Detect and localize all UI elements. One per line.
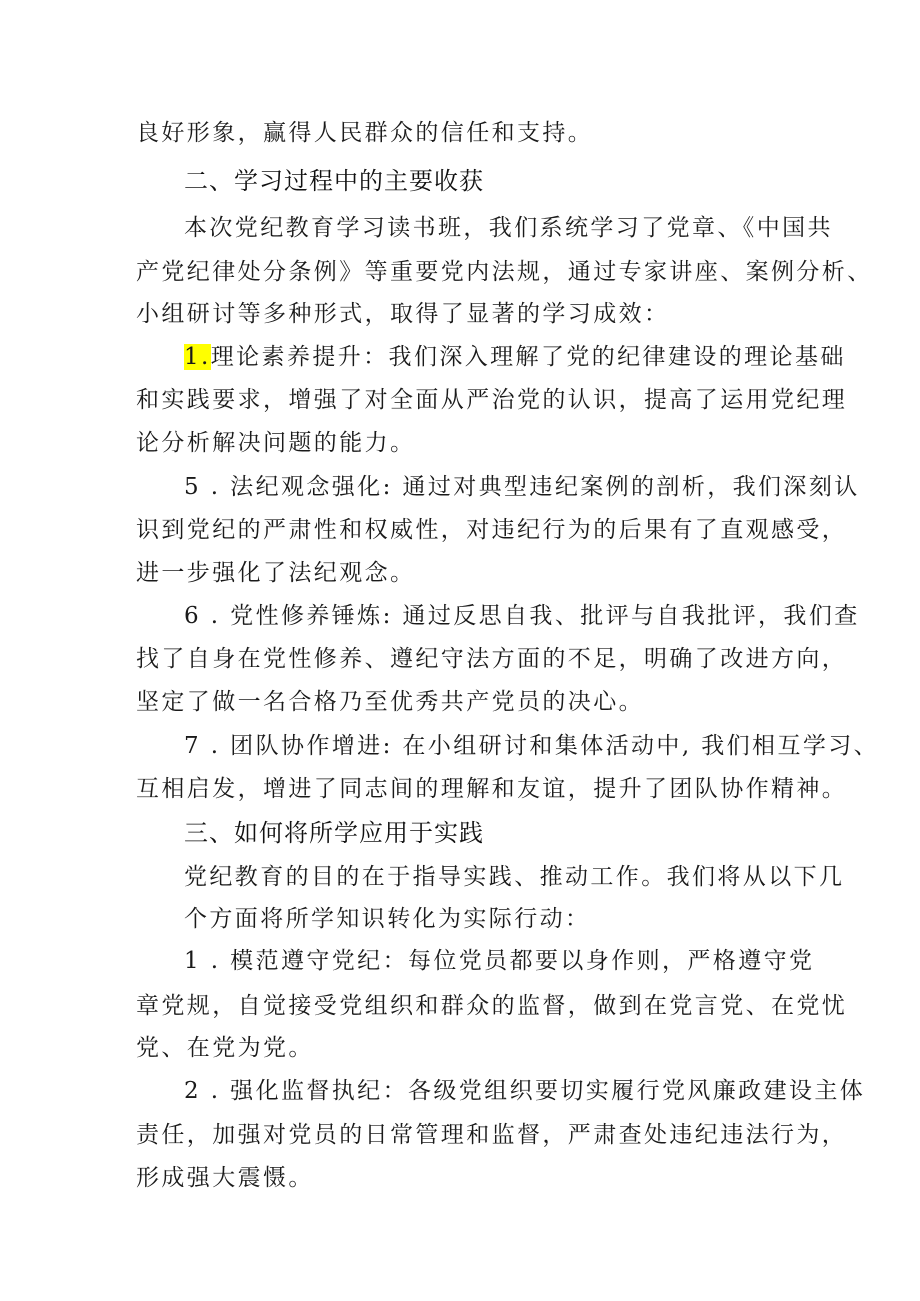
list-item-1-line [184, 341, 846, 373]
section-heading-2: 二、学习过程中的主要收获 [184, 167, 484, 195]
paragraph-line: 坚定了做一名合格乃至优秀共产党员的决心。 [136, 689, 644, 715]
paragraph-line: 和实践要求，增强了对全面从严治党的认识，提高了运用党纪理 [136, 387, 848, 413]
paragraph-line: 识到党纪的严肃性和权威性，对违纪行为的后果有了直观感受， [136, 517, 848, 543]
paragraph-line: 本次党纪教育学习读书班，我们系统学习了党章、《中国共 [184, 215, 833, 241]
list-item-6-line: 6 . 党性修养锤炼: 通过反思自我、批评与自我批评，我们查 [184, 603, 860, 629]
paragraph-line: 章党规，自觉接受党组织和群众的监督，做到在党言党、在党忧 [136, 993, 848, 1019]
paragraph-line: 良好形象，赢得人民群众的信任和支持。 [136, 120, 594, 146]
paragraph-line: 论分析解决问题的能力。 [136, 430, 416, 456]
practice-item-2-line: 2 . 强化监督执纪：各级党组织要切实履行党风廉政建设主体 [184, 1078, 866, 1104]
list-item-5-line: 5 . 法纪观念强化: 通过对典型违纪案例的剖析，我们深刻认 [184, 474, 860, 500]
practice-item-1-line: 1 . 模范遵守党纪：每位党员都要以身作则，严格遵守党 [184, 948, 815, 974]
list-item-7-line: 7 . 团队协作增进: 在小组研讨和集体活动中, 我们相互学习、 [184, 733, 880, 759]
paragraph-line: 形成强大震慑。 [136, 1165, 314, 1191]
paragraph-line: 小组研讨等多种形式，取得了显著的学习成效： [136, 301, 670, 327]
section-heading-3: 三、如何将所学应用于实践 [184, 819, 484, 847]
list-item-text: 理论素养提升：我们深入理解了党的纪律建设的理论基础 [210, 344, 846, 370]
paragraph-line: 找了自身在党性修养、遵纪守法方面的不足，明确了改进方向， [136, 646, 848, 672]
paragraph-line: 进一步强化了法纪观念。 [136, 560, 416, 586]
paragraph-line: 互相启发，增进了同志间的理解和友谊，提升了团队协作精神。 [136, 776, 848, 802]
paragraph-line: 责任，加强对党员的日常管理和监督，严肃查处违纪违法行为， [136, 1122, 848, 1148]
paragraph-line: 产党纪律处分条例》等重要党内法规，通过专家讲座、案例分析、 [136, 259, 873, 285]
paragraph-line: 个方面将所学知识转化为实际行动： [184, 906, 591, 932]
highlighted-number: 1. [184, 344, 211, 370]
paragraph-line: 党、在党为党。 [136, 1035, 314, 1061]
paragraph-line: 党纪教育的目的在于指导实践、推动工作。我们将从以下几 [184, 864, 845, 890]
